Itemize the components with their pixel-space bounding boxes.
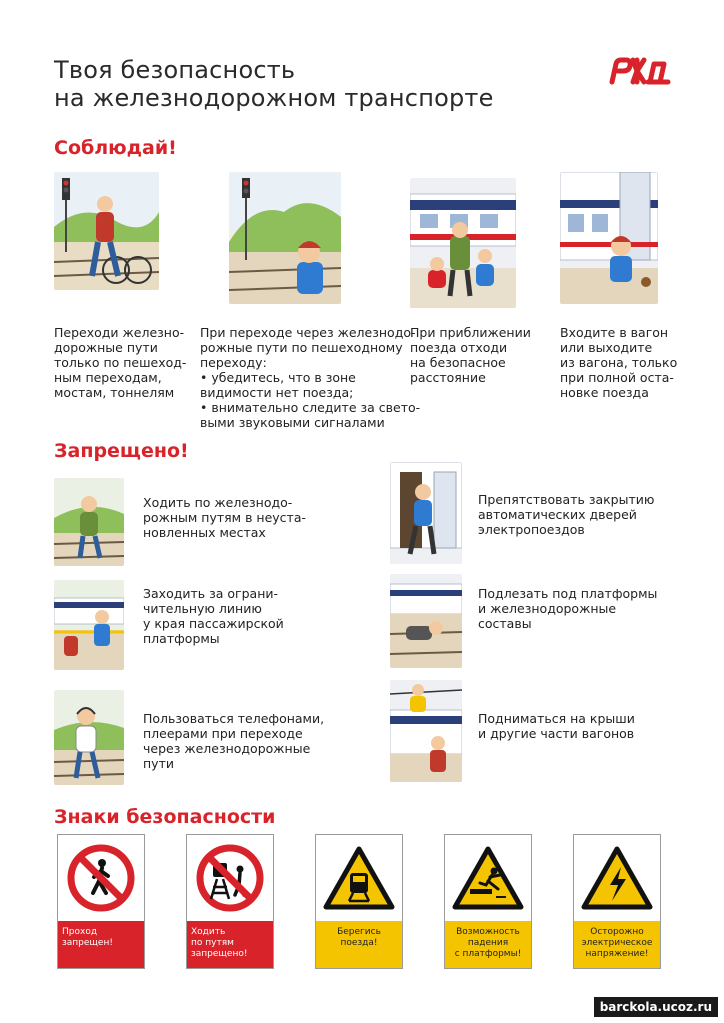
illustration-walking-on-tracks: [54, 478, 124, 566]
illustration-family-at-train: [410, 178, 516, 308]
sign-label: Берегись поезда!: [316, 921, 402, 968]
observe-text-1: Переходи железно- дорожные пути только по пешеход- ным переходам, мостам, тоннелям: [54, 325, 187, 400]
observe-text-3: При приближении поезда отходи на безопасное расстояние: [410, 325, 531, 385]
sign-no-passage: [57, 834, 145, 969]
sign-fall-risk: [444, 834, 532, 969]
sign-label: Проход запрещен!: [58, 921, 144, 968]
section-signs-heading: Знаки безопасности: [54, 806, 276, 828]
page-title: [54, 56, 494, 112]
illustration-blocking-doors: [390, 462, 462, 564]
forbidden-text-6: Подниматься на крыши и другие части вагонов: [478, 711, 635, 741]
rzd-logo: [606, 54, 674, 86]
forbidden-text-4: Подлезать под платформы и железнодорожные составы: [478, 586, 658, 631]
illustration-climbing-roof: [390, 680, 462, 782]
forbidden-text-3: Заходить за ограни- чительную линию у края пассажирской платформы: [143, 586, 284, 646]
sign-no-walking-on-tracks: [186, 834, 274, 969]
section-forbidden-heading: Запрещено!: [54, 440, 189, 462]
sign-beware-train: [315, 834, 403, 969]
section-observe-heading: Соблюдай!: [54, 137, 177, 159]
illustration-boy-at-wagon-door: [560, 172, 658, 304]
illustration-boy-at-signal: [229, 172, 341, 304]
title-line-1: Твоя безопасность: [54, 56, 296, 84]
forbidden-text-2: Препятствовать закрытию автоматических дверей электропоездов: [478, 492, 655, 537]
sign-label: Ходить по путям запрещено!: [187, 921, 273, 968]
train-warning-icon: [323, 845, 395, 911]
no-pedestrian-icon: [66, 843, 136, 913]
sign-high-voltage: [573, 834, 661, 969]
high-voltage-icon: [581, 845, 653, 911]
sign-label: Возможность падения с платформы!: [445, 921, 531, 968]
title-line-2: на железнодорожном транспорте: [54, 84, 494, 112]
illustration-platform-edge: [54, 580, 124, 670]
sign-label: Осторожно электрическое напряжение!: [574, 921, 660, 968]
watermark: barckola.ucoz.ru: [594, 997, 718, 1017]
no-walking-on-tracks-icon: [195, 843, 265, 913]
illustration-crosswalk-bicycle: [54, 172, 159, 290]
forbidden-text-5: Пользоваться телефонами, плеерами при переходе через железнодорожные пути: [143, 711, 325, 771]
observe-text-2: При переходе через железнодо- рожные пути по пешеходному переходу: • убедитесь, что в зоне видимости нет поезда; • внимательно следите за свето- выми звуковыми сигналами: [200, 325, 421, 430]
fall-warning-icon: [452, 845, 524, 911]
observe-text-4: Входите в вагон или выходите из вагона, только при полной оста- новке поезда: [560, 325, 678, 400]
illustration-headphones-crossing: [54, 690, 124, 785]
forbidden-text-1: Ходить по железнодо- рожным путям в неуста- новленных местах: [143, 495, 306, 540]
illustration-crawling-under-platform: [390, 574, 462, 668]
